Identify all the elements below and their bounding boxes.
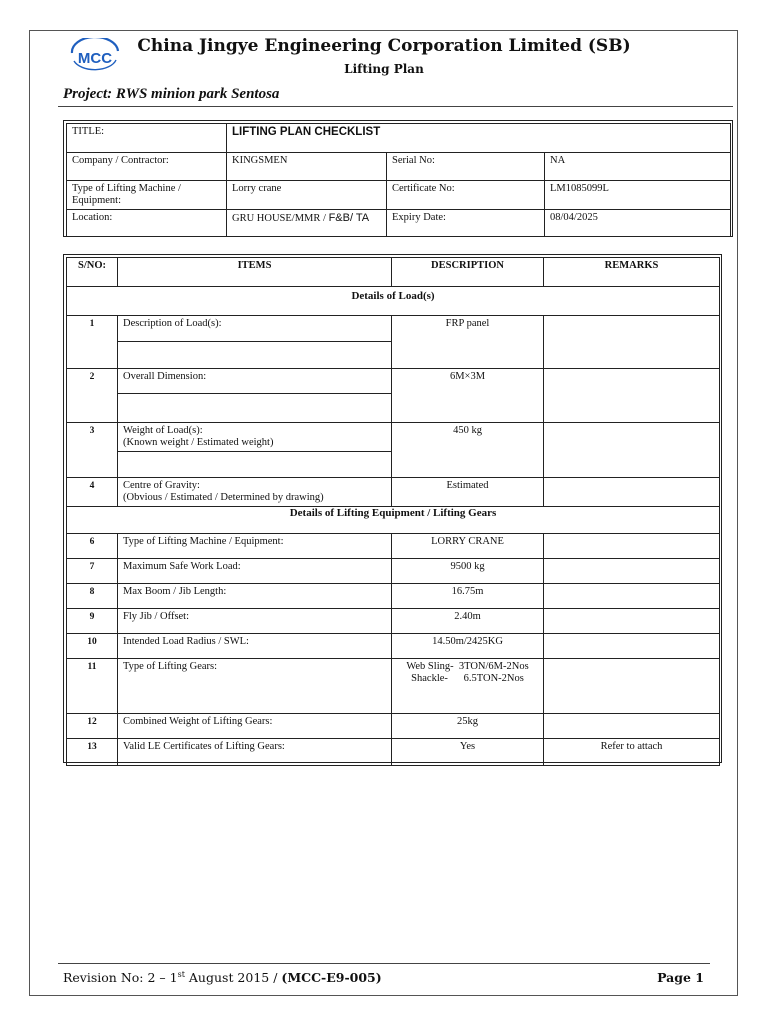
row-remarks xyxy=(544,584,720,609)
row-description: 450 kg xyxy=(392,423,544,478)
info-row-location xyxy=(67,210,731,237)
row-item: Max Boom / Jib Length: xyxy=(118,584,392,609)
serial-label: Serial No: xyxy=(387,153,545,181)
row-item: Description of Load(s): xyxy=(118,316,392,342)
company-value: KINGSMEN xyxy=(227,153,387,181)
row-remarks xyxy=(544,316,720,369)
row-number: 3 xyxy=(67,423,118,478)
row-item-label: Centre of Gravity: xyxy=(123,480,200,491)
info-table xyxy=(66,123,731,237)
location-value-part-b: F&B/ TA xyxy=(328,212,370,224)
row-remarks xyxy=(544,634,720,659)
title-value: LIFTING PLAN CHECKLIST xyxy=(227,124,731,153)
document-title: Lifting Plan xyxy=(344,62,424,76)
expiry-label: Expiry Date: xyxy=(387,210,545,237)
row-description: Yes xyxy=(392,739,544,766)
info-row-company xyxy=(67,153,731,181)
table-row xyxy=(67,609,720,634)
row-item-sublabel: (Obvious / Estimated / Determined by drawing) xyxy=(123,492,324,503)
row-description: Estimated xyxy=(392,478,544,507)
footer-divider xyxy=(58,963,710,964)
machine-label: Type of Lifting Machine / Equipment: xyxy=(67,181,227,210)
table-row xyxy=(67,714,720,739)
row-number: 9 xyxy=(67,609,118,634)
row-description: FRP panel xyxy=(392,316,544,369)
row-item: Maximum Safe Work Load: xyxy=(118,559,392,584)
row-number: 13 xyxy=(67,739,118,766)
header-sno: S/NO: xyxy=(67,258,118,287)
checklist-table xyxy=(66,257,720,766)
location-value-part-a: GRU HOUSE/MMR / xyxy=(232,213,329,224)
row-number: 4 xyxy=(67,478,118,507)
info-row-machine xyxy=(67,181,731,210)
certificate-label: Certificate No: xyxy=(387,181,545,210)
table-row xyxy=(67,369,720,394)
table-row xyxy=(67,423,720,452)
footer-revision xyxy=(63,970,382,985)
row-remarks xyxy=(544,369,720,423)
row-description: 2.40m xyxy=(392,609,544,634)
table-row xyxy=(67,584,720,609)
header-remarks: REMARKS xyxy=(544,258,720,287)
row-description: 6M×3M xyxy=(392,369,544,423)
company-label: Company / Contractor: xyxy=(67,153,227,181)
location-value xyxy=(227,210,387,237)
row-item-blank xyxy=(118,342,392,369)
row-item-blank xyxy=(118,394,392,423)
row-number: 12 xyxy=(67,714,118,739)
row-remarks xyxy=(544,609,720,634)
revision-superscript: st xyxy=(177,970,185,979)
section-row-equipment xyxy=(67,507,720,534)
table-row xyxy=(67,739,720,766)
table-row xyxy=(67,316,720,342)
row-item: Valid LE Certificates of Lifting Gears: xyxy=(118,739,392,766)
section-heading-load: Details of Load(s) xyxy=(67,287,720,316)
row-item: Combined Weight of Lifting Gears: xyxy=(118,714,392,739)
project-title: Project: RWS minion park Sentosa xyxy=(63,86,280,102)
logo-text: MCC xyxy=(77,50,113,67)
row-item: Overall Dimension: xyxy=(118,369,392,394)
row-number: 10 xyxy=(67,634,118,659)
revision-suffix: August 2015 / xyxy=(184,970,282,986)
divider xyxy=(58,106,733,107)
table-row xyxy=(67,634,720,659)
row-item xyxy=(118,423,392,452)
row-item: Type of Lifting Machine / Equipment: xyxy=(118,534,392,559)
title-label: TITLE: xyxy=(67,124,227,153)
checklist-header-row xyxy=(67,258,720,287)
row-number: 1 xyxy=(67,316,118,369)
row-remarks: Refer to attach xyxy=(544,739,720,766)
row-item: Fly Jib / Offset: xyxy=(118,609,392,634)
row-number: 7 xyxy=(67,559,118,584)
row-number: 8 xyxy=(67,584,118,609)
section-heading-equipment: Details of Lifting Equipment / Lifting Gears xyxy=(67,507,720,534)
certificate-value: LM1085099L xyxy=(545,181,731,210)
row-remarks xyxy=(544,714,720,739)
location-label: Location: xyxy=(67,210,227,237)
page-number: Page 1 xyxy=(657,970,704,985)
serial-value: NA xyxy=(545,153,731,181)
expiry-value: 08/04/2025 xyxy=(545,210,731,237)
revision-prefix: Revision No: 2 – 1 xyxy=(63,970,178,986)
row-remarks xyxy=(544,478,720,507)
row-description: 14.50m/2425KG xyxy=(392,634,544,659)
row-item-blank xyxy=(118,452,392,478)
row-item: Type of Lifting Gears: xyxy=(118,659,392,714)
table-row xyxy=(67,534,720,559)
row-item-label: Weight of Load(s): xyxy=(123,425,203,436)
header-items: ITEMS xyxy=(118,258,392,287)
row-item: Intended Load Radius / SWL: xyxy=(118,634,392,659)
row-item-sublabel: (Known weight / Estimated weight) xyxy=(123,437,274,448)
row-description: LORRY CRANE xyxy=(392,534,544,559)
table-row xyxy=(67,478,720,507)
row-description: 25kg xyxy=(392,714,544,739)
lifting-gear-line-2: Shackle- 6.5TON-2Nos xyxy=(411,673,524,684)
row-remarks xyxy=(544,534,720,559)
info-row-title xyxy=(67,124,731,153)
machine-value: Lorry crane xyxy=(227,181,387,210)
row-number: 2 xyxy=(67,369,118,423)
row-number: 6 xyxy=(67,534,118,559)
row-description: 9500 kg xyxy=(392,559,544,584)
header-description: DESCRIPTION xyxy=(392,258,544,287)
lifting-gear-line-1: Web Sling- 3TON/6M-2Nos xyxy=(406,661,529,672)
row-number: 11 xyxy=(67,659,118,714)
table-row xyxy=(67,659,720,714)
company-name: China Jingye Engineering Corporation Limited (SB) xyxy=(137,36,631,56)
row-remarks xyxy=(544,659,720,714)
row-remarks xyxy=(544,559,720,584)
row-description: 16.75m xyxy=(392,584,544,609)
form-code: (MCC-E9-005) xyxy=(281,970,382,986)
row-description xyxy=(392,659,544,714)
section-row-load xyxy=(67,287,720,316)
row-remarks xyxy=(544,423,720,478)
table-row xyxy=(67,559,720,584)
row-item xyxy=(118,478,392,507)
